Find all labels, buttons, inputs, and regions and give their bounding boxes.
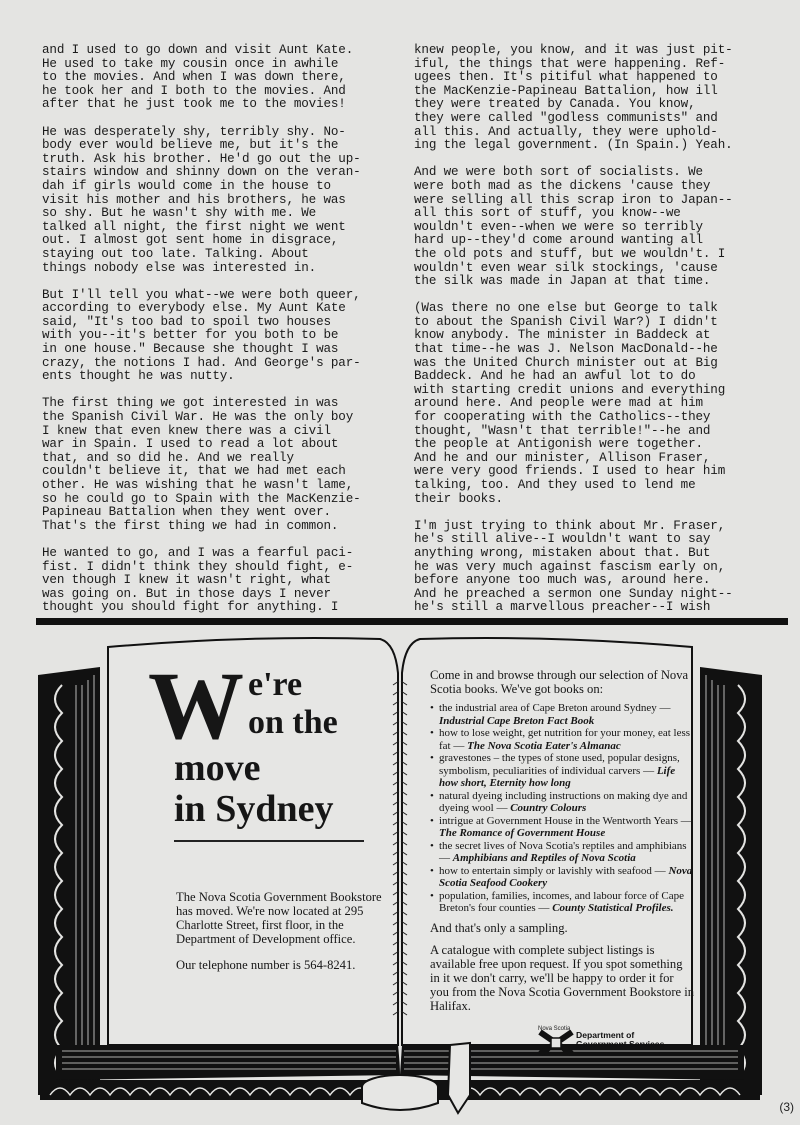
article-left-column: [42, 44, 402, 629]
department-name-line: Government Services: [576, 1039, 665, 1049]
book-topic: gravestones – the types of stone used, popular designs, symbolism, peculiarities of individual carvers —: [439, 752, 680, 777]
nova-scotia-saltire-icon: [538, 1030, 574, 1056]
catalogue-text: A catalogue with complete subject listings is available free upon request. If you spot something in it we don't carry, we'll be happy to order it for you from the Nova Scotia Government Bookstore in Halifax.: [430, 942, 695, 1013]
bullet-icon: •: [430, 864, 434, 877]
book-topic: population, families, incomes, and labour force of Cape Breton's four counties —: [439, 889, 684, 914]
bullet-icon: •: [430, 752, 434, 764]
moved-text: The Nova Scotia Government Bookstore has moved. We're now located at 295 Charlotte Street, first floor, in the Department of Development office.: [176, 890, 382, 946]
paragraph: He wanted to go, and I was a fearful paci- fist. I didn't think they should fight, e- ven though I knew it wasn't right, what was going on. But in those days I never thought you should fight for anything. I: [42, 545, 354, 615]
book-list-item: [430, 702, 695, 727]
bullet-icon: •: [430, 839, 434, 852]
bullet-icon: •: [430, 727, 434, 739]
book-list: [430, 702, 695, 915]
book-topic: the secret lives of Nova Scotia's reptiles and amphibians —: [439, 839, 687, 864]
sampling-text: And that's only a sampling.: [430, 920, 568, 935]
paragraph: And we were both sort of socialists. We were both mad as the dickens 'cause they were selling all this scrap iron to Japan-- all this sort of stuff, you know--we wouldn't even--when we were so terribly hard up--they'd come around wanting all the old pots and stuff, but we wouldn't. I wouldn't even wear silk stockings, 'cause the silk was made in Japan at that time.: [414, 165, 733, 289]
book-topic: intrigue at Government House in the Wentworth Years —: [439, 814, 692, 827]
paragraph: He was desperately shy, terribly shy. No- body ever would believe me, but it's the truth. Ask his brother. He'd go out the up- stairs window and shinny down on the veran- dah if girls would come in the house to visit his mother and his brothers, he was so shy. But he wasn't shy with me. We talked all night, the first night we went out. I almost got sent home in disgrace, staying out too late. Talking. About things nobody else was interested in.: [42, 124, 361, 275]
article-right-column: [414, 44, 786, 629]
book-topic: how to lose weight, get nutrition for your money, eat less fat —: [439, 727, 691, 752]
headline-line: e're: [248, 666, 303, 703]
bullet-icon: •: [430, 789, 434, 802]
department-logo: [536, 1023, 696, 1057]
book-title: The Romance of Government House: [439, 827, 606, 839]
page-number: (3): [779, 1100, 794, 1114]
headline-underline: [174, 840, 364, 842]
book-title: Life how short, Eternity how long: [439, 764, 676, 789]
paragraph: I'm just trying to think about Mr. Fraser, he's still alive--I wouldn't want to say anything wrong, mistaken about that. But he was very much against fascism early on, before anyone too much was, around here. And he preached a sermon one Sunday night-- he's still a marvellous preacher--I wish: [414, 518, 733, 615]
selection-intro: Come in and browse through our selection of Nova Scotia books. We've got books on:: [430, 668, 689, 696]
phone-text: Our telephone number is 564-8241.: [176, 958, 356, 972]
bottom-left-pages: [56, 1045, 400, 1080]
headline-line: move: [174, 747, 261, 789]
book-title: Country Colours: [510, 802, 587, 814]
department-name-line: Department of: [576, 1029, 635, 1040]
paragraph: But I'll tell you what--we were both queer, according to everybody else. My Aunt Kate said, "It's too bad to spoil two houses with you--it's better for you both to be in one house." Because she thought I was crazy, the notions I had. And George's par- ents thought he was nutty.: [42, 287, 361, 384]
book-topic: the industrial area of Cape Breton around Sydney —: [439, 702, 671, 714]
book-topic: natural dyeing including instructions on making dye and dyeing wool —: [439, 789, 688, 814]
headline-drop-cap: W: [148, 652, 244, 759]
book-topic: how to entertain simply or lavishly with seafood —: [439, 864, 666, 877]
book-list-item: [430, 815, 695, 840]
book-title: Nova Scotia Seafood Cookery: [439, 864, 693, 889]
headline-line: on the: [248, 704, 338, 741]
section-divider-rule: [36, 618, 788, 625]
paragraph: The first thing we got interested in was the Spanish Civil War. He was the only boy I knew that even knew there was a civil war in Spain. I used to read a lot about that, and so did he. And we really couldn't believe it, that we had met each other. He was wishing that he wasn't lame, so he could go to Spain with the MacKenzie- Papineau Battalion when they went over. That's the first thing we had in common.: [42, 396, 361, 533]
paragraph: (Was there no one else but George to talk to about the Spanish Civil War?) I didn't know anybody. The minister in Baddeck at that time--he was J. Nelson MacDonald--he was the United Church minister out at Big Baddeck. And he had an awful lot to do with starting credit unions and everything around here. And people were mad at him for cooperating with the Catholics--they thought, "Wasn't that terrible!"--he and the people at Antigonish were together. And he and our minister, Allison Fraser, were very good friends. I used to hear him talking, too. And they used to lend me their books.: [414, 301, 726, 506]
book-selection: [430, 668, 695, 1057]
book-list-item: [430, 790, 695, 815]
department-name: [576, 1031, 664, 1050]
ad-headline: [148, 652, 378, 842]
logo-province: Nova Scotia: [538, 1025, 571, 1032]
headline-top-row: [148, 652, 378, 759]
book-list-item: [430, 890, 695, 915]
headline-side-lines: [248, 664, 338, 742]
paragraph: knew people, you know, and it was just pit- iful, the things that were happening. Ref- ugees then. It's pitiful what happened to the MacKenzie-Papineau Battalion, how ill they were treated by Canada. You know, they were called "godless communists" and all this. And actually, they were uphold- ing the legal government. (In Spain.) Yeah.: [414, 43, 733, 153]
right-cover-edge: [700, 667, 762, 1095]
book-title: County Statistical Profiles.: [552, 902, 674, 914]
book-list-item: [430, 727, 695, 752]
bookstore-moved-notice: [176, 890, 396, 984]
headline-line: in Sydney: [174, 788, 334, 830]
paragraph: and I used to go down and visit Aunt Kate. He used to take my cousin once in awhile to the movies. And when I was down there, he took her and I both to the movies. And after that he just took me to the movies!: [42, 43, 354, 112]
bullet-icon: •: [430, 702, 434, 714]
book-list-item: [430, 840, 695, 865]
book-list-item: [430, 752, 695, 790]
book-title: The Nova Scotia Eater's Almanac: [467, 739, 621, 752]
left-cover-edge: [38, 667, 100, 1095]
book-title: Industrial Cape Breton Fact Book: [439, 714, 595, 727]
book-list-item: [430, 865, 695, 890]
bullet-icon: •: [430, 889, 434, 902]
bookmark-seal-rim: [362, 1087, 438, 1110]
book-title: Amphibians and Reptiles of Nova Scotia: [452, 852, 636, 864]
bullet-icon: •: [430, 814, 434, 827]
